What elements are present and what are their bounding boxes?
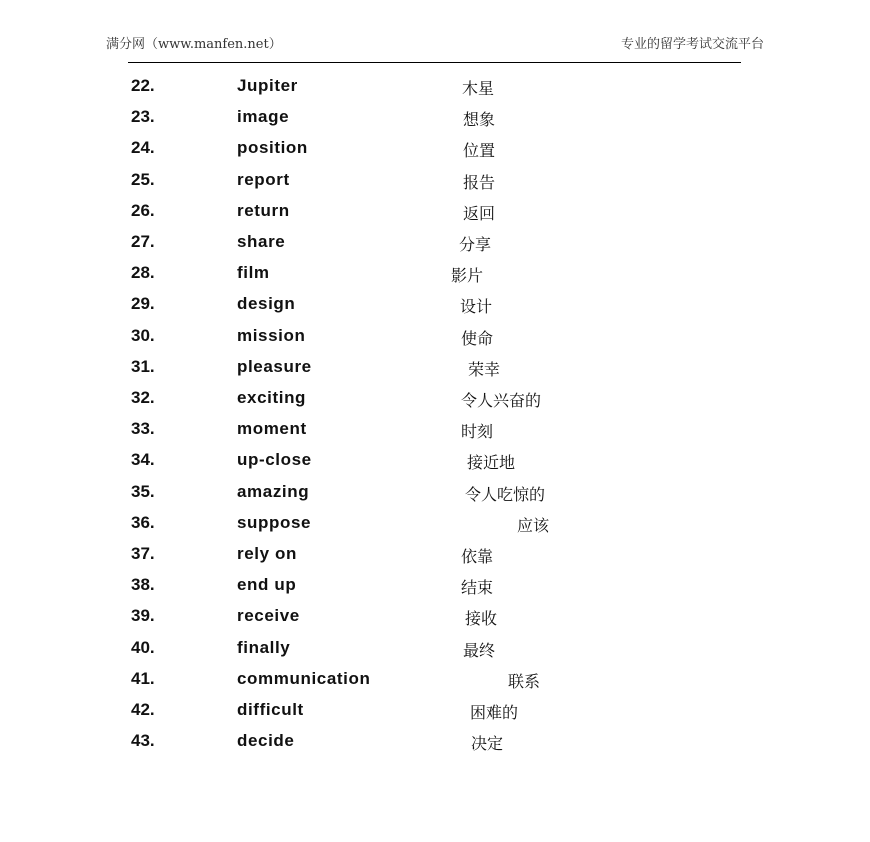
chinese-meaning: 报告: [463, 172, 496, 192]
chinese-meaning: 接近地: [467, 453, 516, 473]
item-number: 39.: [131, 606, 155, 626]
chinese-meaning: 分享: [459, 235, 492, 254]
header-rule: [128, 62, 741, 63]
item-number: 42.: [131, 700, 155, 719]
chinese-meaning: 应该: [517, 515, 550, 535]
chinese-meaning: 荣幸: [468, 359, 501, 379]
item-number: 22.: [131, 76, 155, 95]
item-number: 30.: [131, 325, 155, 345]
vocab-row: [0, 170, 870, 198]
vocab-row: [0, 700, 870, 728]
english-word: finally: [237, 637, 291, 657]
item-number: 36.: [131, 512, 155, 532]
english-word: position: [237, 138, 308, 158]
vocab-row: [0, 513, 870, 541]
item-number: 32.: [131, 388, 155, 407]
item-number: 28.: [131, 263, 155, 283]
item-number: 37.: [131, 544, 155, 563]
english-word: communication: [237, 668, 371, 688]
vocab-row: [0, 294, 870, 322]
vocab-row: [0, 357, 870, 385]
vocab-row: [0, 731, 870, 759]
english-word: end up: [237, 575, 297, 595]
english-word: amazing: [237, 481, 310, 501]
english-word: exciting: [237, 388, 307, 407]
english-word: receive: [237, 606, 300, 626]
vocab-row: [0, 544, 870, 572]
english-word: report: [237, 169, 290, 189]
vocab-row: [0, 419, 870, 447]
english-word: up-close: [237, 450, 312, 470]
chinese-meaning: 木星: [462, 79, 495, 98]
header-right: 专业的留学考试交流平台: [620, 37, 764, 52]
chinese-meaning: 接收: [465, 609, 498, 629]
item-number: 31.: [131, 356, 155, 376]
vocab-row: [0, 201, 870, 229]
chinese-meaning: 结束: [461, 578, 494, 598]
english-word: return: [237, 200, 290, 220]
chinese-meaning: 返回: [463, 203, 496, 223]
chinese-meaning: 位置: [463, 141, 496, 161]
chinese-meaning: 设计: [460, 297, 493, 317]
vocab-row: [0, 138, 870, 166]
vocab-row: [0, 263, 870, 291]
english-word: suppose: [237, 512, 312, 532]
english-word: pleasure: [237, 356, 312, 376]
english-word: image: [237, 107, 290, 127]
chinese-meaning: 使命: [461, 328, 494, 348]
item-number: 27.: [131, 232, 155, 251]
vocab-row: [0, 669, 870, 697]
chinese-meaning: 令人吃惊的: [465, 484, 546, 504]
vocab-row: [0, 638, 870, 666]
vocab-row: [0, 388, 870, 416]
english-word: design: [237, 294, 296, 314]
vocab-row: [0, 76, 870, 104]
item-number: 33.: [131, 419, 155, 439]
chinese-meaning: 最终: [463, 640, 496, 660]
item-number: 29.: [131, 294, 155, 314]
chinese-meaning: 令人兴奋的: [461, 391, 542, 410]
item-number: 40.: [131, 637, 155, 657]
item-number: 23.: [131, 107, 155, 127]
vocab-row: [0, 107, 870, 135]
english-word: Jupiter: [237, 76, 298, 95]
vocab-row: [0, 326, 870, 354]
vocab-row: [0, 232, 870, 260]
item-number: 38.: [131, 575, 155, 595]
english-word: mission: [237, 325, 306, 345]
item-number: 24.: [131, 138, 155, 158]
item-number: 41.: [131, 668, 155, 688]
chinese-meaning: 依靠: [461, 547, 494, 566]
chinese-meaning: 困难的: [470, 703, 519, 722]
chinese-meaning: 想象: [463, 110, 496, 130]
header-left: 满分网（www.manfen.net）: [106, 37, 282, 52]
vocab-row: [0, 450, 870, 478]
english-word: difficult: [237, 700, 304, 719]
english-word: decide: [237, 731, 295, 751]
chinese-meaning: 决定: [471, 734, 504, 754]
item-number: 35.: [131, 481, 155, 501]
item-number: 25.: [131, 169, 155, 189]
english-word: share: [237, 232, 286, 251]
item-number: 34.: [131, 450, 155, 470]
vocab-row: [0, 482, 870, 510]
chinese-meaning: 时刻: [461, 422, 494, 442]
chinese-meaning: 影片: [451, 266, 484, 286]
english-word: rely on: [237, 544, 297, 563]
vocab-row: [0, 575, 870, 603]
chinese-meaning: 联系: [508, 671, 541, 691]
item-number: 26.: [131, 200, 155, 220]
item-number: 43.: [131, 731, 155, 751]
english-word: moment: [237, 419, 307, 439]
english-word: film: [237, 263, 270, 283]
vocab-row: [0, 606, 870, 634]
